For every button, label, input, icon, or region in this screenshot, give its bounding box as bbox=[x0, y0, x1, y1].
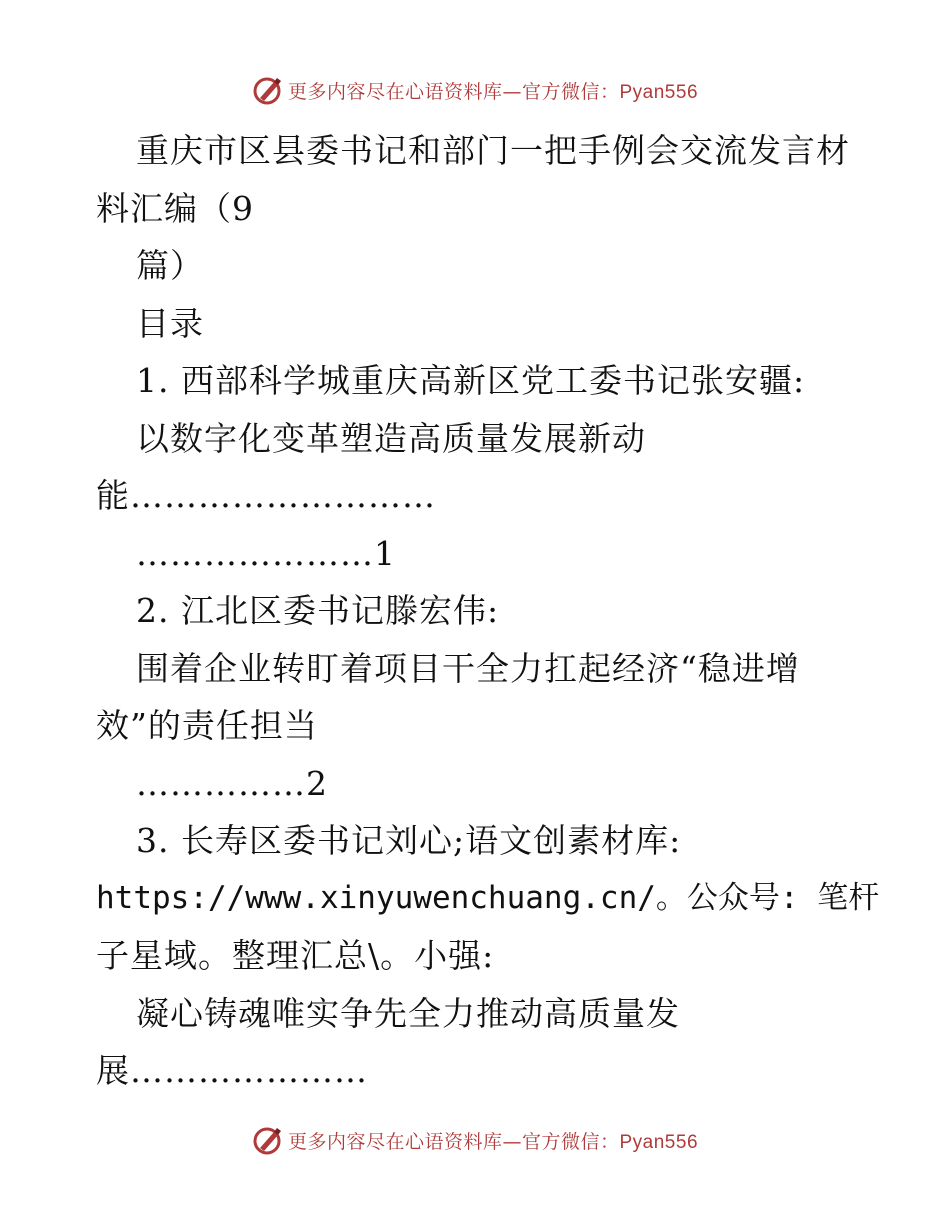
doc-title-cont-2: 篇） bbox=[136, 246, 204, 285]
toc-item-2-author: 2. 江北区委书记滕宏伟: bbox=[136, 591, 500, 630]
toc-item-2-title-cont: 效”的责任担当 bbox=[96, 706, 318, 745]
document-body bbox=[96, 122, 880, 1100]
toc-item-1-author: 1. 西部科学城重庆高新区党工委书记张安疆: bbox=[136, 361, 806, 400]
toc-item-1-title: 以数字化变革塑造高质量发展新动 bbox=[136, 418, 646, 458]
toc-item-3-author: 3. 长寿区委书记刘心;语文创素材库: bbox=[136, 821, 682, 860]
wechat-id: Pyan556 bbox=[619, 81, 699, 103]
doc-title-cont: 料汇编（9 bbox=[96, 188, 254, 228]
pen-logo-icon bbox=[252, 74, 284, 106]
banner-text: 更多内容尽在心语资料库—官方微信：Pyan556 bbox=[287, 80, 699, 103]
footer-watermark-banner bbox=[0, 1120, 950, 1160]
doc-title: 重庆市区县委书记和部门一把手例会交流发言材 bbox=[136, 131, 850, 170]
toc-heading: 目录 bbox=[136, 303, 204, 343]
toc-item-2-title: 围着企业转盯着项目干全力扛起经济“稳进增 bbox=[136, 648, 800, 688]
toc-item-3-title: 凝心铸魂唯实争先全力推动高质量发 bbox=[136, 993, 680, 1033]
wechat-id: Pyan556 bbox=[619, 1131, 699, 1153]
header-watermark-banner bbox=[0, 70, 950, 110]
pen-logo-icon bbox=[252, 1124, 284, 1156]
toc-item-3-url-line: https://www.xinyuwenchuang.cn/。公众号: 笔杆 bbox=[96, 879, 880, 916]
toc-item-1-title-cont: 能……………………… bbox=[96, 476, 436, 515]
toc-item-2-page: ……………2 bbox=[136, 763, 328, 803]
toc-item-3-note: 子星域。整理汇总\。小强: bbox=[96, 936, 495, 975]
toc-item-3-title-cont: 展………………… bbox=[96, 1051, 368, 1090]
banner-text: 更多内容尽在心语资料库—官方微信：Pyan556 bbox=[287, 1130, 699, 1153]
toc-item-1-page: …………………1 bbox=[136, 533, 396, 573]
